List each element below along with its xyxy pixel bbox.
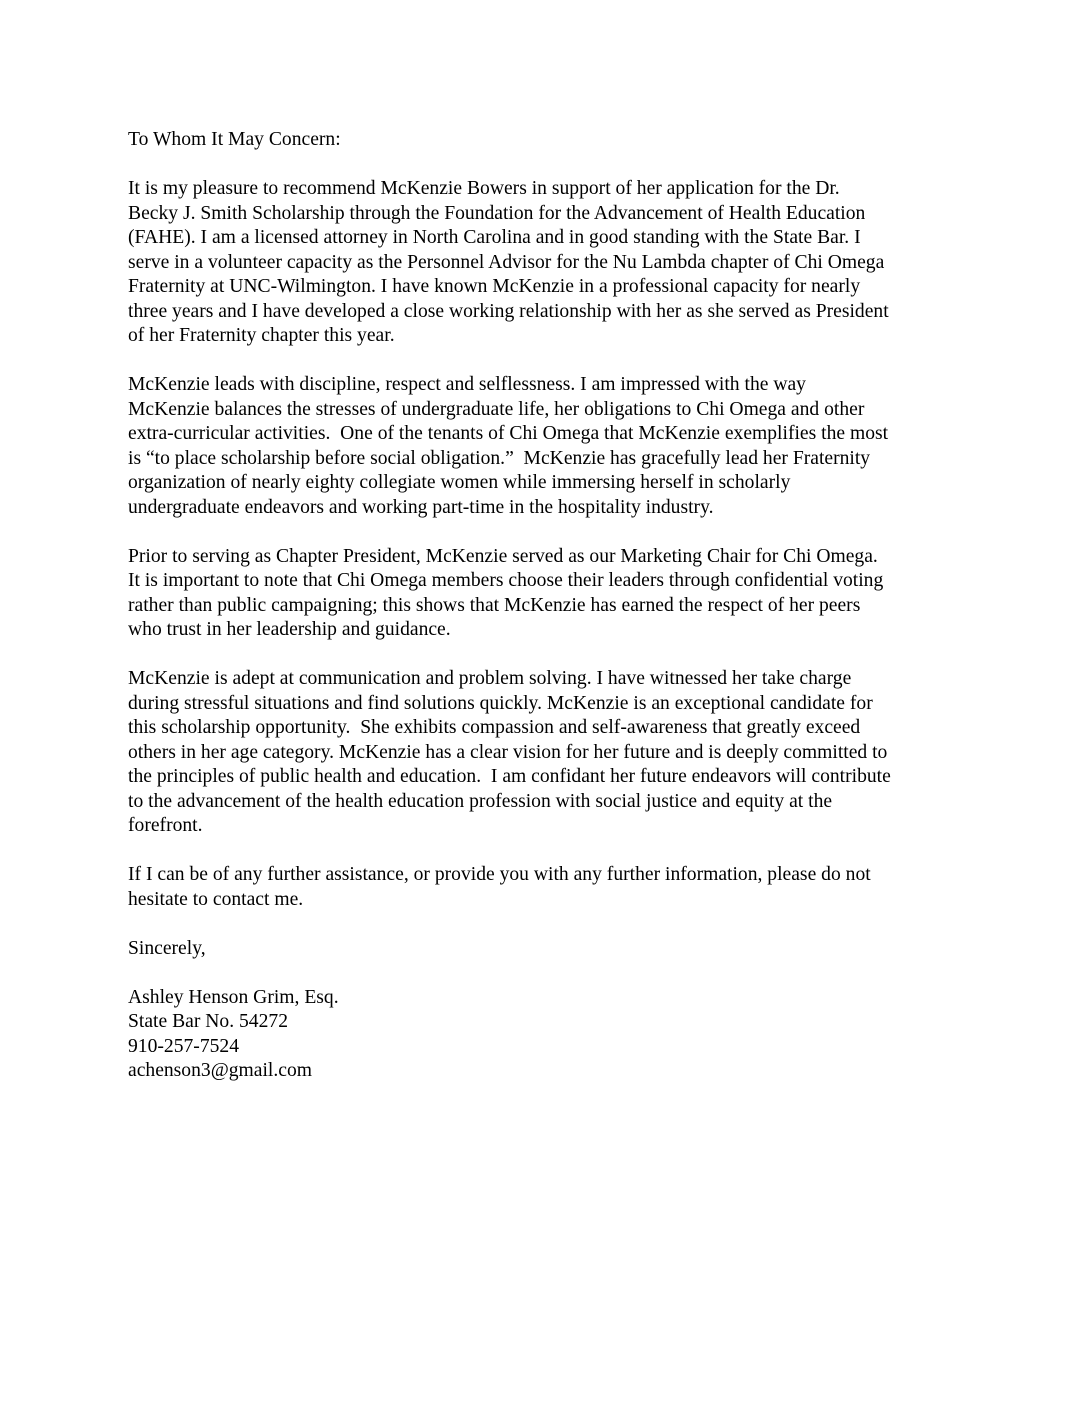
text-line: three years and I have developed a close working relationship with her as she served as President <box>128 300 889 322</box>
paragraph-3 <box>128 545 968 643</box>
paragraph-4 <box>128 667 968 839</box>
text-line: of her Fraternity chapter this year. <box>128 325 395 346</box>
paragraph-5 <box>128 863 968 912</box>
phone-number: 910-257-7524 <box>128 1035 240 1057</box>
text-line: It is my pleasure to recommend McKenzie Bowers in support of her application for the Dr. <box>128 178 840 199</box>
text-line: McKenzie leads with discipline, respect and selflessness. I am impressed with the way <box>128 374 806 395</box>
signer-name: Ashley Henson Grim, Esq. <box>128 986 339 1008</box>
text-line: Fraternity at UNC-Wilmington. I have known McKenzie in a professional capacity for nearly <box>128 276 861 297</box>
text-line: undergraduate endeavors and working part-time in the hospitality industry. <box>128 496 714 518</box>
text-line: McKenzie balances the stresses of undergraduate life, her obligations to Chi Omega and other <box>128 398 865 420</box>
text-line: rather than public campaigning; this shows that McKenzie has earned the respect of her peers <box>128 594 861 616</box>
text-line: It is important to note that Chi Omega members choose their leaders through confidential voting <box>128 570 884 591</box>
text-line: the principles of public health and education. I am confidant her future endeavors will contribute <box>128 766 891 787</box>
text-line: to the advancement of the health education profession with social justice and equity at the <box>128 790 833 812</box>
salutation-text: To Whom It May Concern: <box>128 129 341 150</box>
text-line: (FAHE). I am a licensed attorney in North Carolina and in good standing with the State Bar. I <box>128 227 861 248</box>
text-line: forefront. <box>128 815 203 836</box>
email-address: achenson3@gmail.com <box>128 1060 312 1081</box>
signature-block <box>128 986 968 1084</box>
text-line: others in her age category. McKenzie has a clear vision for her future and is deeply committed to <box>128 741 888 763</box>
text-line: Prior to serving as Chapter President, McKenzie served as our Marketing Chair for Chi Omega. <box>128 545 878 567</box>
text-line: If I can be of any further assistance, or provide you with any further information, please do not <box>128 864 871 885</box>
letter-body <box>128 128 968 1084</box>
text-line: McKenzie is adept at communication and problem solving. I have witnessed her take charge <box>128 668 852 689</box>
closing-text: Sincerely, <box>128 937 206 959</box>
text-line: extra-curricular activities. One of the tenants of Chi Omega that McKenzie exemplifies the most <box>128 423 889 444</box>
text-line: organization of nearly eighty collegiate women while immersing herself in scholarly <box>128 472 791 493</box>
text-line: hesitate to contact me. <box>128 888 304 910</box>
text-line: this scholarship opportunity. She exhibits compassion and self-awareness that greatly exceed <box>128 717 861 738</box>
text-line: Becky J. Smith Scholarship through the Foundation for the Advancement of Health Education <box>128 202 866 224</box>
text-line: during stressful situations and find solutions quickly. McKenzie is an exceptional candidate for <box>128 692 873 714</box>
closing <box>128 937 968 962</box>
text-line: who trust in her leadership and guidance. <box>128 619 451 640</box>
text-line: is “to place scholarship before social obligation.” McKenzie has gracefully lead her Fraternity <box>128 447 871 469</box>
bar-number: State Bar No. 54272 <box>128 1011 288 1032</box>
salutation <box>128 128 968 153</box>
text-line: serve in a volunteer capacity as the Personnel Advisor for the Nu Lambda chapter of Chi Omega <box>128 251 885 273</box>
paragraph-1 <box>128 177 968 349</box>
paragraph-2 <box>128 373 968 520</box>
